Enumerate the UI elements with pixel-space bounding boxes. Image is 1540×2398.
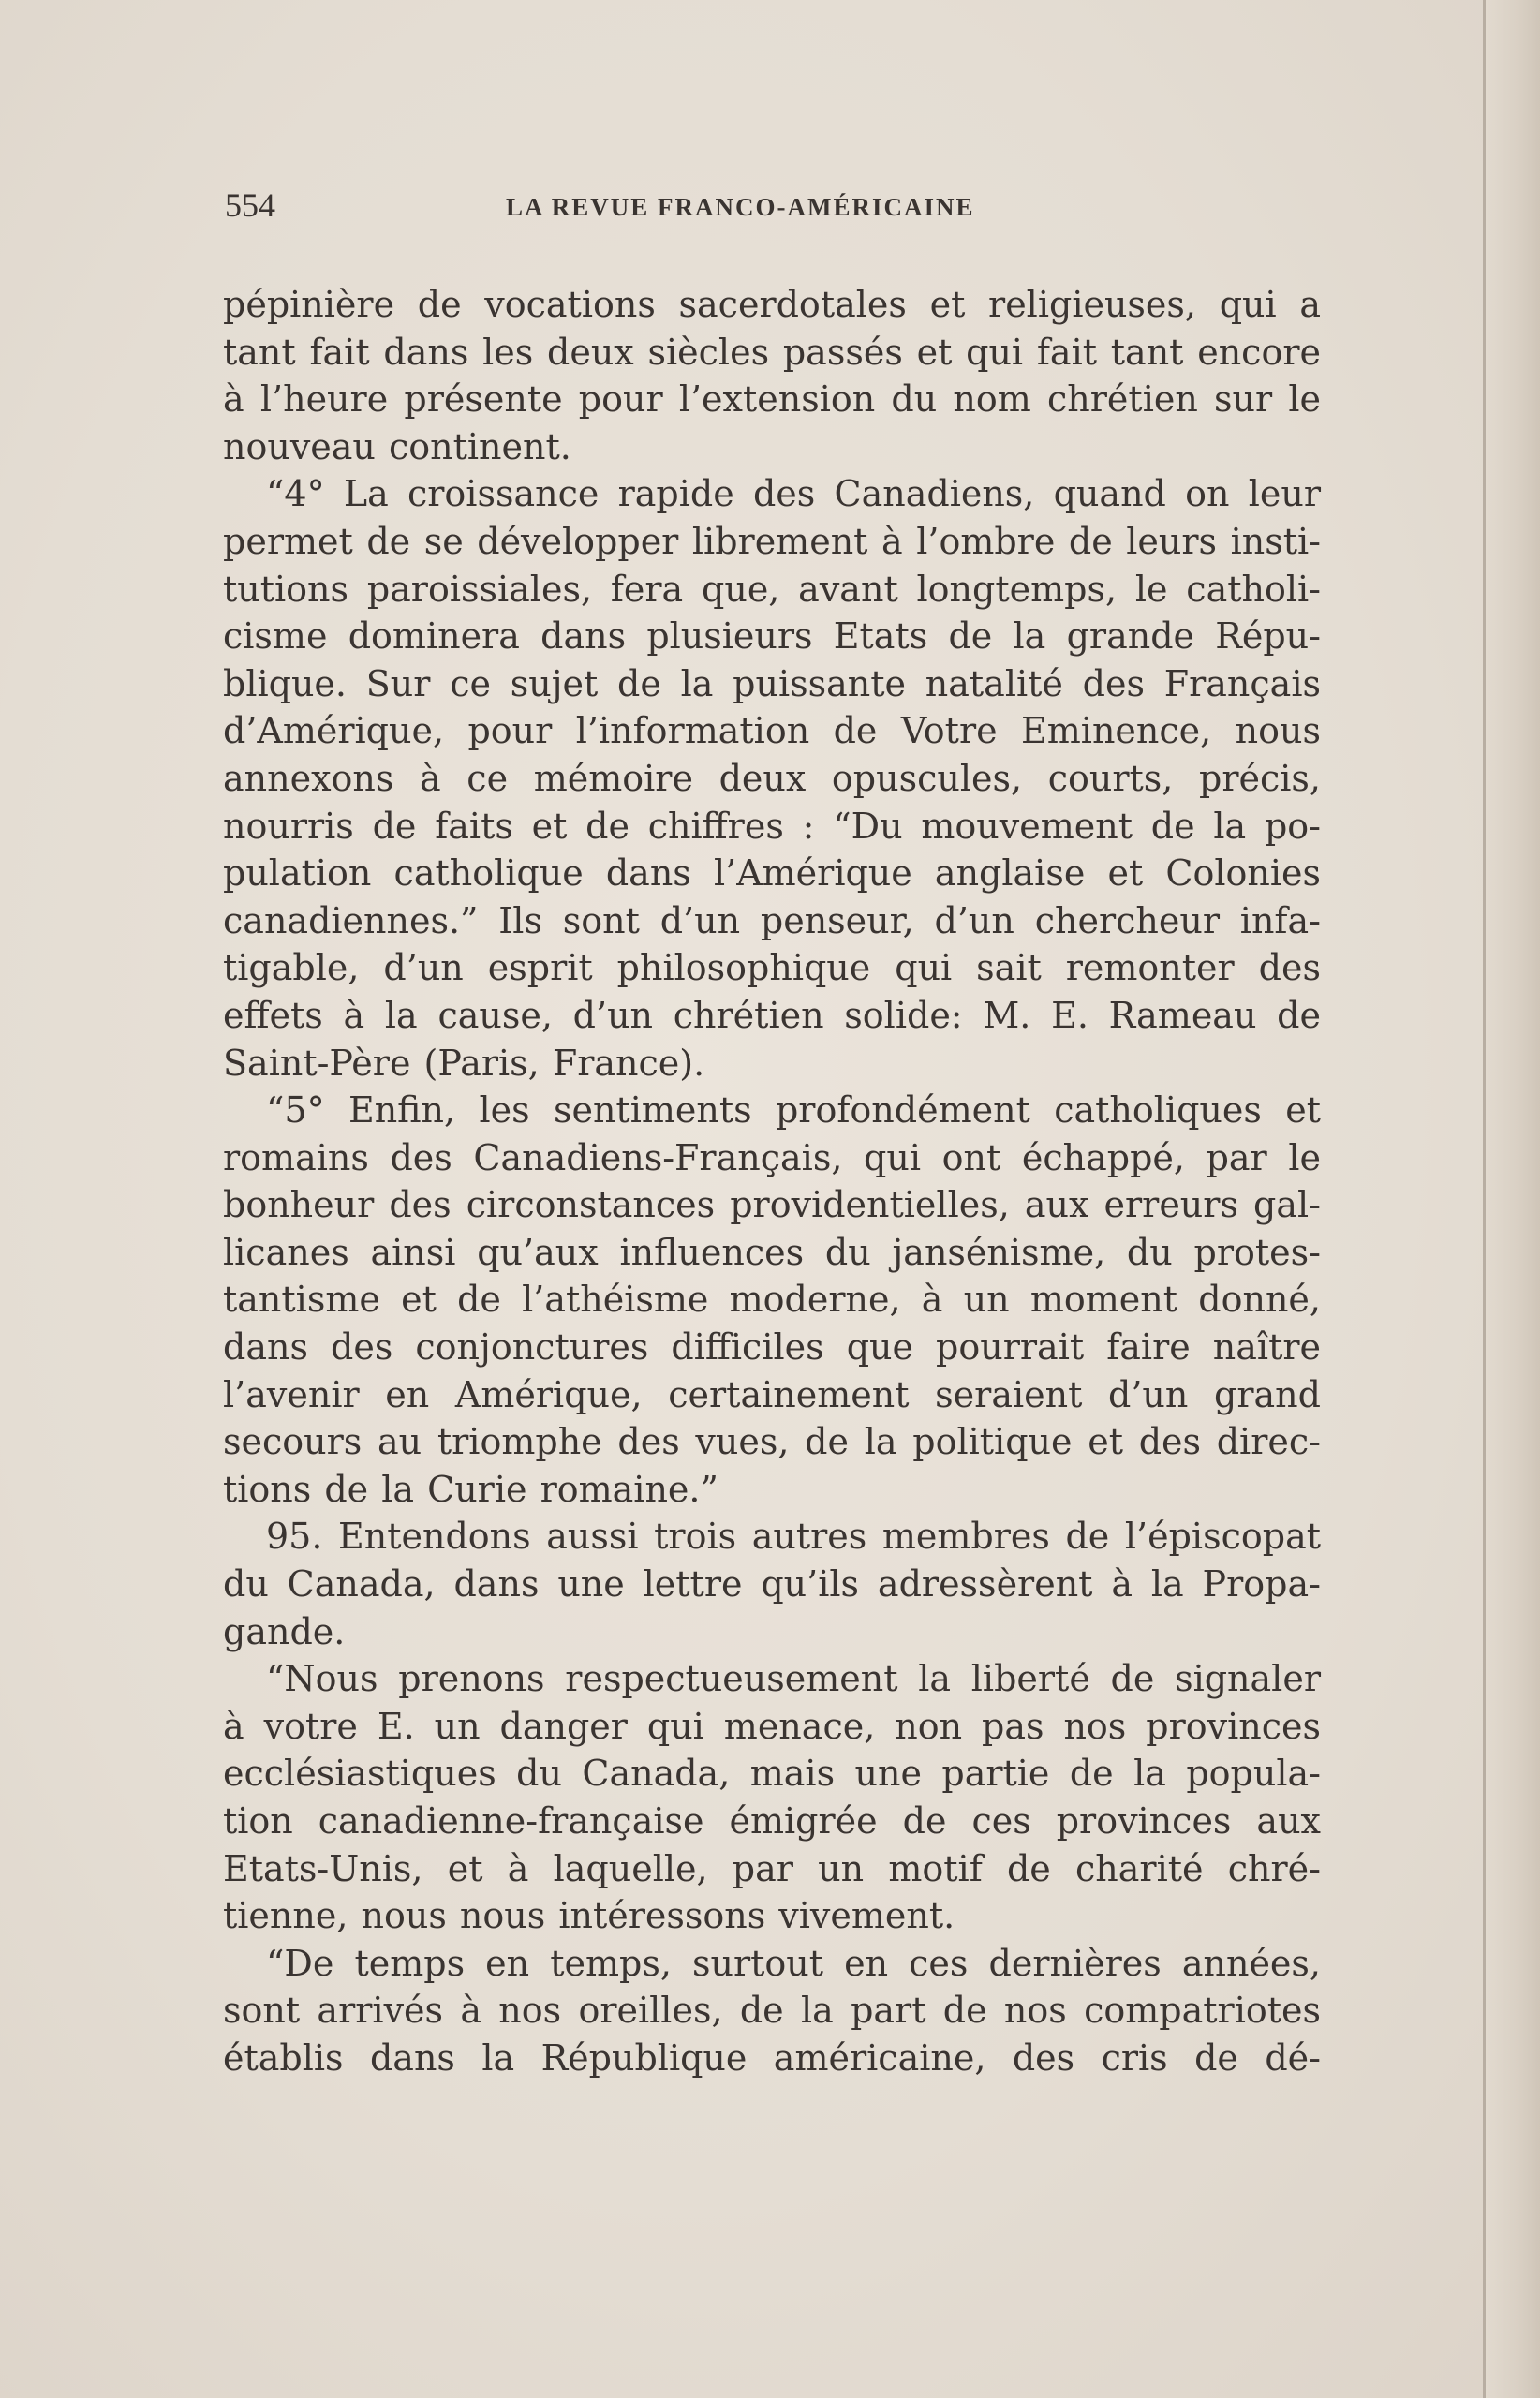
text-line: licanes ainsi qu’aux influences du jansénisme, du protes- xyxy=(223,1231,1321,1273)
text-line: tant fait dans les deux siècles passés et qui fait tant encore xyxy=(223,331,1321,373)
text-line: tions de la Curie romaine.” xyxy=(223,1468,718,1510)
text-line: tion canadienne-française émigrée de ces provinces aux xyxy=(223,1800,1321,1842)
text-line: l’avenir en Amérique, certainement seraient d’un grand xyxy=(223,1373,1321,1415)
text-line: d’Amérique, pour l’information de Votre Eminence, nous xyxy=(223,710,1321,752)
text-line: canadiennes.” Ils sont d’un penseur, d’un chercheur infa- xyxy=(223,899,1321,941)
text-line: du Canada, dans une lettre qu’ils adressèrent à la Propa- xyxy=(223,1563,1321,1606)
text-line: tigable, d’un esprit philosophique qui sait remonter des xyxy=(223,947,1321,989)
page-header xyxy=(225,185,1321,242)
text-line: 95. Entendons aussi trois autres membres de l’épiscopat xyxy=(266,1516,1321,1558)
text-line: gande. xyxy=(223,1610,346,1652)
text-line: romains des Canadiens-Français, qui ont échappé, par le xyxy=(223,1136,1321,1178)
text-line: “4° La croissance rapide des Canadiens, quand on leur xyxy=(266,473,1321,515)
text-line: blique. Sur ce sujet de la puissante natalité des Français xyxy=(223,662,1321,704)
text-line: nourris de faits et de chiffres : “Du mouvement de la po- xyxy=(223,805,1321,847)
page-edge xyxy=(1483,0,1540,2398)
body-text xyxy=(223,281,1321,2082)
text-line: permet de se développer librement à l’ombre de leurs insti- xyxy=(223,520,1321,562)
text-line: à votre E. un danger qui menace, non pas nos provinces xyxy=(223,1705,1321,1747)
text-line: cisme dominera dans plusieurs Etats de la grande Répu- xyxy=(223,615,1321,658)
text-line: secours au triomphe des vues, de la politique et des direc- xyxy=(223,1421,1321,1463)
text-line: établis dans la République américaine, des cris de dé- xyxy=(223,2036,1321,2079)
text-line: pulation catholique dans l’Amérique anglaise et Colonies xyxy=(223,852,1321,895)
text-line: bonheur des circonstances providentielles, aux erreurs gal- xyxy=(223,1184,1321,1226)
text-line: Saint-Père (Paris, France). xyxy=(223,1042,705,1084)
page-number: 554 xyxy=(225,186,275,224)
text-line: “5° Enfin, les sentiments profondément catholiques et xyxy=(266,1089,1321,1132)
text-line: Etats-Unis, et à laquelle, par un motif de charité chré- xyxy=(223,1847,1321,1889)
text-line: tantisme et de l’athéisme moderne, à un moment donné, xyxy=(223,1279,1321,1321)
text-line: sont arrivés à nos oreilles, de la part de nos compatriotes xyxy=(223,1990,1321,2032)
text-line: pépinière de vocations sacerdotales et religieuses, qui a xyxy=(223,284,1321,325)
text-line: “Nous prenons respectueusement la liberté de signaler xyxy=(266,1658,1321,1700)
running-title: LA REVUE FRANCO-AMÉRICAINE xyxy=(506,193,975,221)
text-line: annexons à ce mémoire deux opuscules, courts, précis, xyxy=(223,757,1321,799)
text-line: effets à la cause, d’un chrétien solide: M. E. Rameau de xyxy=(223,994,1321,1036)
text-line: tutions paroissiales, fera que, avant longtemps, le catholi- xyxy=(223,568,1321,610)
text-line: dans des conjonctures difficiles que pourrait faire naître xyxy=(223,1326,1321,1369)
text-line: “De temps en temps, surtout en ces dernières années, xyxy=(266,1942,1321,1984)
text-line: ecclésiastiques du Canada, mais une partie de la popula- xyxy=(223,1753,1321,1795)
text-line: à l’heure présente pour l’extension du nom chrétien sur le xyxy=(223,378,1321,421)
text-line: nouveau continent. xyxy=(223,425,571,467)
text-line: tienne, nous nous intéressons vivement. xyxy=(223,1895,955,1937)
